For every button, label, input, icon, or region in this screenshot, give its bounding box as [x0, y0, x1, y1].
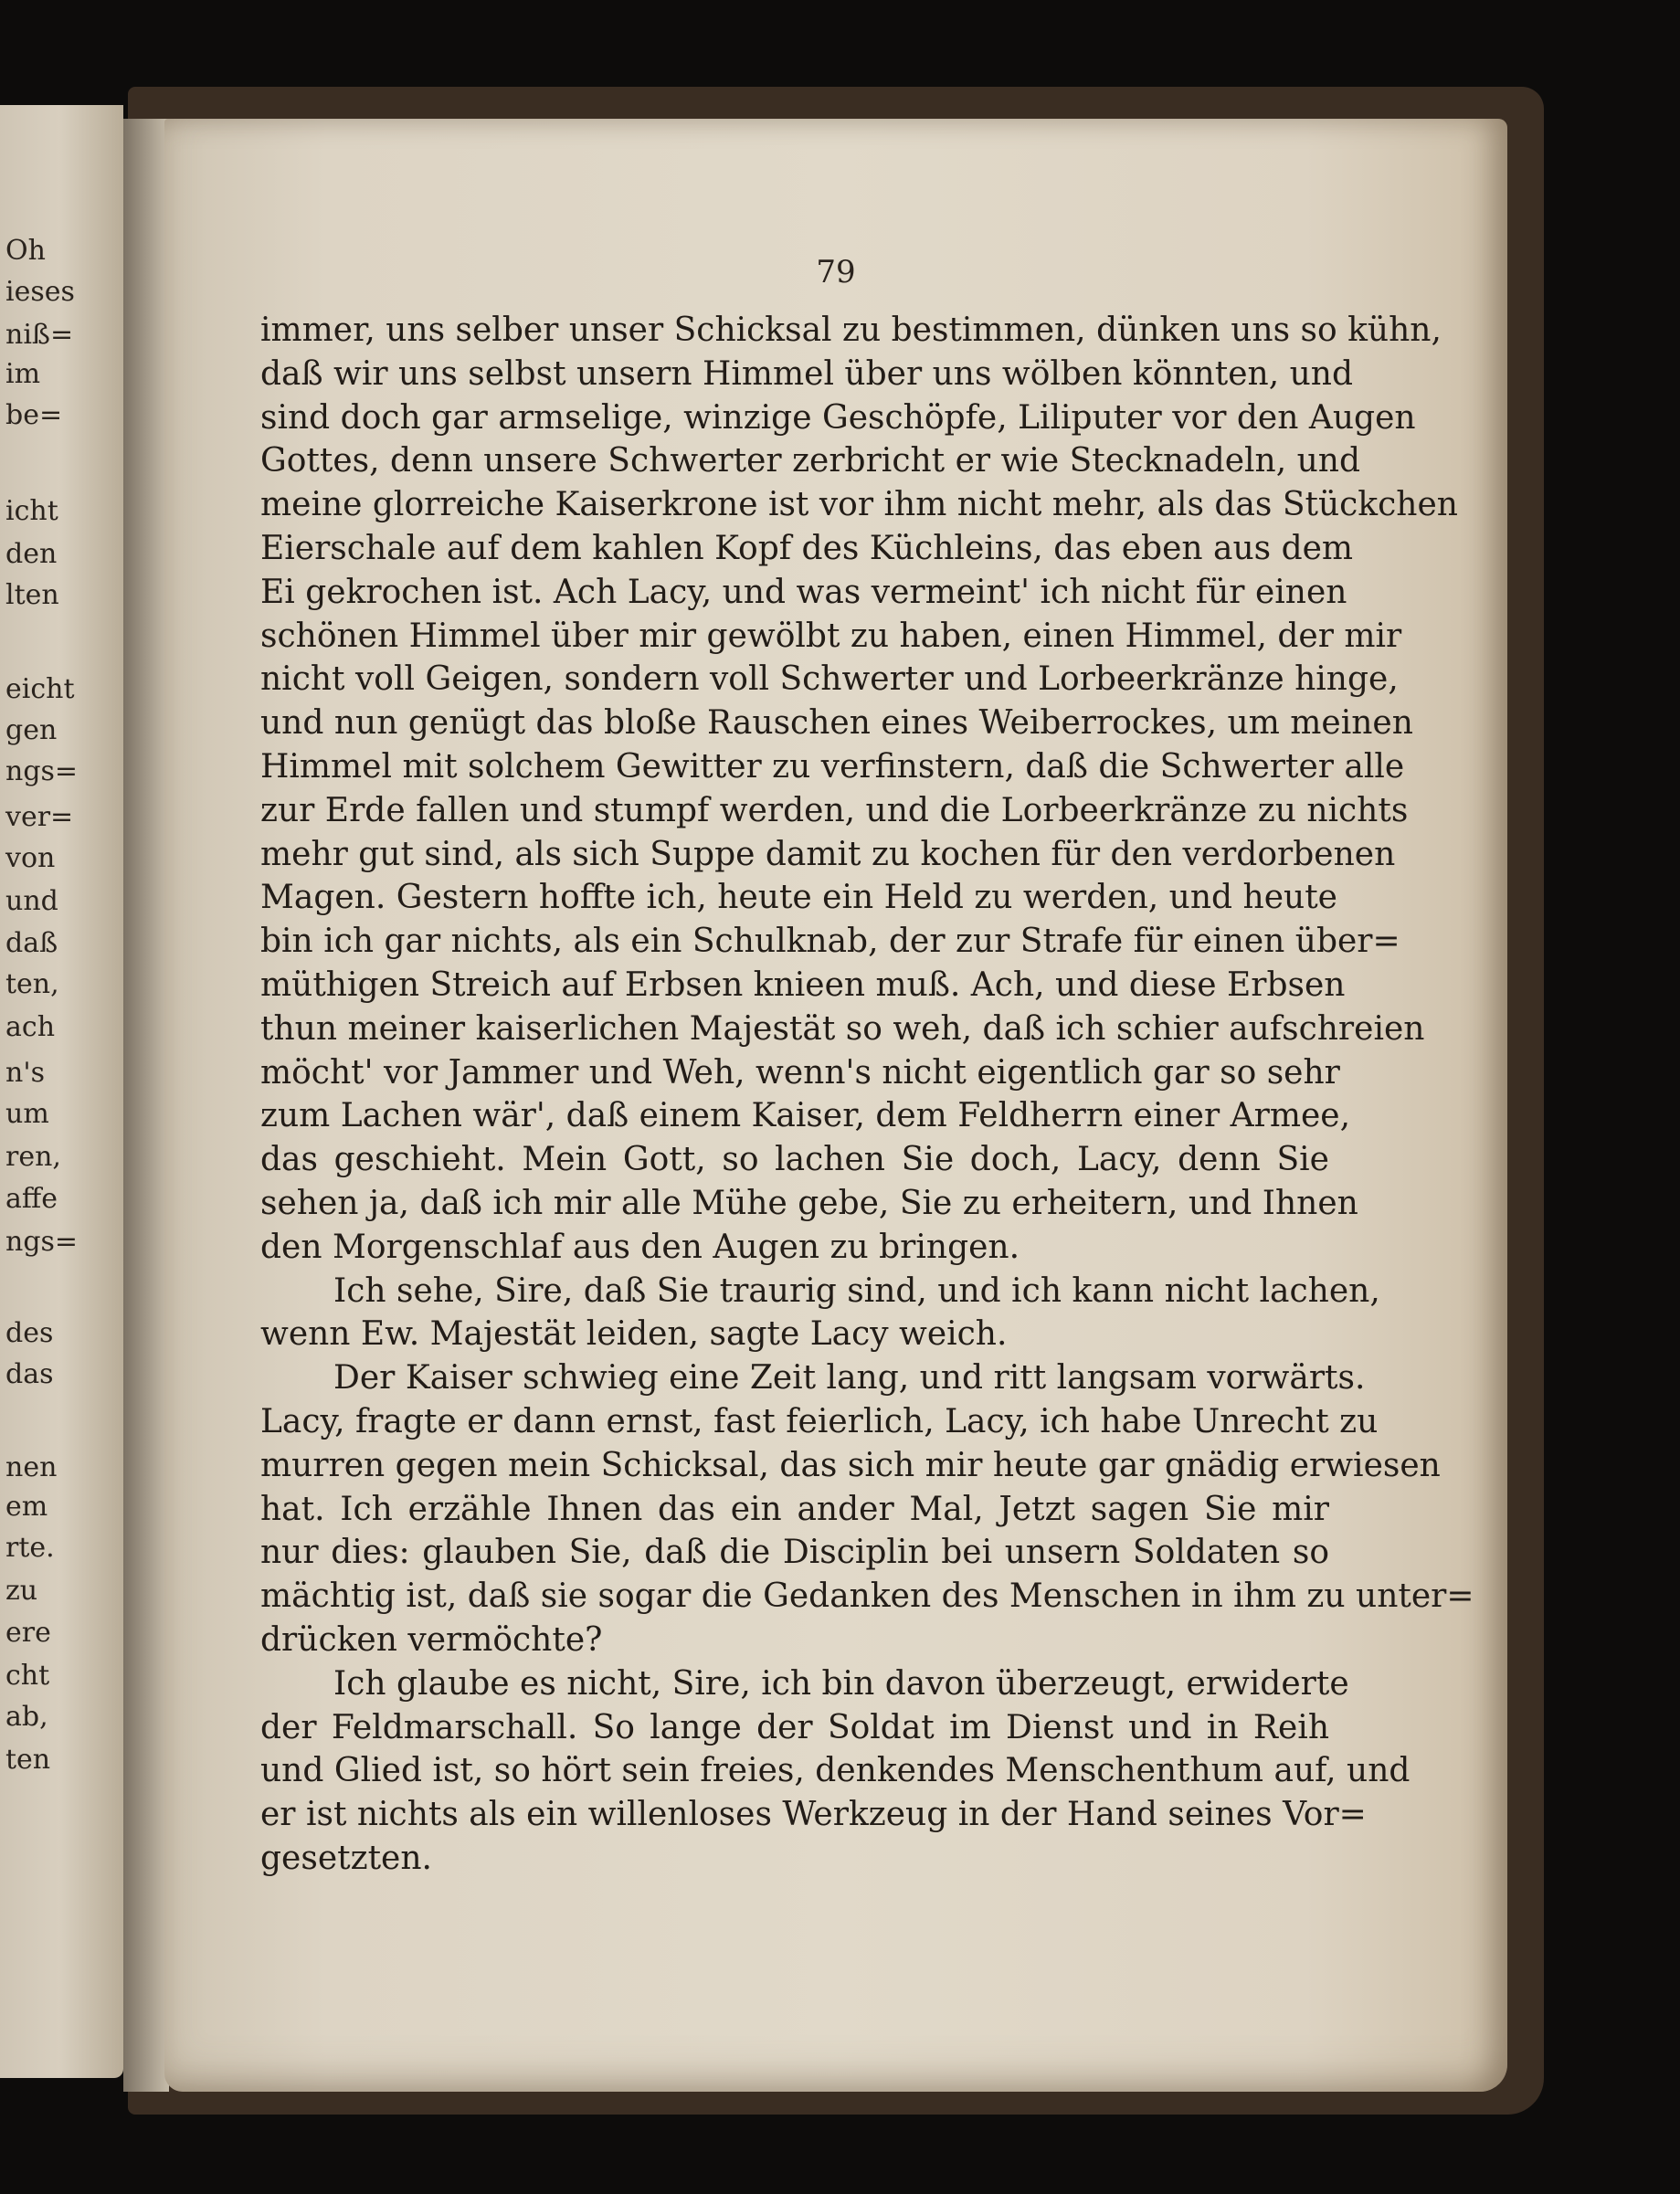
left-page-fragment: ere	[5, 1617, 51, 1649]
text-line: meine glorreiche Kaiserkrone ist vor ihm nicht mehr, als das Stückchen	[260, 486, 1458, 524]
left-page-fragment: icht	[5, 495, 58, 527]
left-page-fragment: des	[5, 1317, 54, 1349]
left-page-fragment: im	[5, 358, 41, 390]
text-line: mächtig ist, daß sie sogar die Gedanken des Menschen in ihm zu unter=	[260, 1577, 1474, 1616]
page-number: 79	[816, 254, 856, 290]
text-line: daß wir uns selbst unsern Himmel über uns wölben könnten, und	[260, 354, 1353, 393]
left-page-fragment: ver=	[5, 801, 74, 833]
text-line: und Glied ist, so hört sein freies, denkendes Menschenthum auf, und	[260, 1752, 1411, 1790]
text-line: Ei gekrochen ist. Ach Lacy, und was vermeint' ich nicht für einen	[260, 573, 1347, 611]
left-page-fragment: ten	[5, 1744, 51, 1776]
left-page-fragment: be=	[5, 399, 63, 431]
text-line: zur Erde fallen und stumpf werden, und die Lorbeerkränze zu nichts	[260, 791, 1409, 829]
left-page-fragment: gen	[5, 714, 58, 746]
text-line: er ist nichts als ein willenloses Werkzeug in der Hand seines Vor=	[260, 1796, 1367, 1834]
left-page-fragment: eicht	[5, 673, 75, 705]
left-page-fragment: das	[5, 1358, 54, 1390]
left-page-fragment: ngs=	[5, 755, 79, 787]
left-page-fragment: ach	[5, 1011, 56, 1043]
left-page-fragment: zu	[5, 1575, 38, 1607]
left-page-fragment: ten,	[5, 968, 59, 1000]
left-page-fragment: niß=	[5, 319, 74, 351]
left-page-fragment: nen	[5, 1451, 58, 1483]
text-line: zum Lachen wär', daß einem Kaiser, dem Feldherrn einer Armee,	[260, 1097, 1351, 1135]
text-line: hat. Ich erzähle Ihnen das ein ander Mal, Jetzt sagen Sie mir	[260, 1490, 1329, 1528]
book-gutter	[123, 119, 169, 2092]
text-line: möcht' vor Jammer und Weh, wenn's nicht eigentlich gar so sehr	[260, 1053, 1340, 1092]
text-line: und nun genügt das bloße Rauschen eines Weiberrockes, um meinen	[260, 704, 1413, 743]
text-line: müthigen Streich auf Erbsen knieen muß. Ach, und diese Erbsen	[260, 965, 1346, 1004]
left-page-fragment: Oh	[5, 235, 46, 267]
left-page-fragment: den	[5, 538, 58, 570]
text-line: nur dies: glauben Sie, daß die Disciplin bei unsern Soldaten so	[260, 1534, 1329, 1572]
left-page-fragment: ieses	[5, 276, 75, 308]
text-line: gesetzten.	[260, 1839, 432, 1877]
left-page-fragment: n's	[5, 1057, 45, 1089]
text-line: bin ich gar nichts, als ein Schulknab, der zur Strafe für einen über=	[260, 923, 1400, 961]
text-line: Eierschale auf dem kahlen Kopf des Küchleins, das eben aus dem	[260, 529, 1354, 567]
left-page-fragment: daß	[5, 927, 58, 959]
left-page-fragment: lten	[5, 579, 59, 611]
text-line: drücken vermöchte?	[260, 1620, 603, 1659]
book-page	[164, 119, 1507, 2092]
text-line: sehen ja, daß ich mir alle Mühe gebe, Sie zu erheitern, und Ihnen	[260, 1184, 1358, 1222]
text-line: Ich sehe, Sire, daß Sie traurig sind, und ich kann nicht lachen,	[333, 1271, 1380, 1310]
text-line: den Morgenschlaf aus den Augen zu bringen.	[260, 1228, 1020, 1266]
previous-page-edge	[0, 105, 123, 2078]
text-line: nicht voll Geigen, sondern voll Schwerter und Lorbeerkränze hinge,	[260, 660, 1399, 699]
left-page-fragment: ngs=	[5, 1226, 79, 1258]
text-line: sind doch gar armselige, winzige Geschöpfe, Liliputer vor den Augen	[260, 398, 1416, 437]
left-page-fragment: em	[5, 1491, 48, 1523]
text-line: Gottes, denn unsere Schwerter zerbricht er wie Stecknadeln, und	[260, 442, 1361, 480]
text-line: mehr gut sind, als sich Suppe damit zu kochen für den verdorbenen	[260, 835, 1396, 873]
left-page-fragment: ren,	[5, 1141, 61, 1173]
text-line: das geschieht. Mein Gott, so lachen Sie doch, Lacy, denn Sie	[260, 1141, 1329, 1179]
text-line: immer, uns selber unser Schicksal zu bestimmen, dünken uns so kühn,	[260, 311, 1442, 349]
left-page-fragment: und	[5, 885, 58, 917]
left-page-fragment: ab,	[5, 1701, 48, 1733]
left-page-fragment: rte.	[5, 1532, 55, 1564]
left-page-fragment: cht	[5, 1660, 50, 1692]
left-page-fragment: affe	[5, 1183, 58, 1215]
left-page-fragment: von	[5, 842, 56, 874]
text-line: Lacy, fragte er dann ernst, fast feierlich, Lacy, ich habe Unrecht zu	[260, 1402, 1379, 1440]
text-line: Der Kaiser schwieg eine Zeit lang, und ritt langsam vorwärts.	[333, 1359, 1366, 1398]
left-page-fragment: um	[5, 1098, 49, 1130]
text-line: murren gegen mein Schicksal, das sich mir heute gar gnädig erwiesen	[260, 1446, 1441, 1484]
text-line: der Feldmarschall. So lange der Soldat im Dienst und in Reih	[260, 1708, 1329, 1746]
text-line: Ich glaube es nicht, Sire, ich bin davon überzeugt, erwiderte	[333, 1664, 1349, 1703]
text-line: thun meiner kaiserlichen Majestät so weh, daß ich schier aufschreien	[260, 1009, 1425, 1048]
text-line: wenn Ew. Majestät leiden, sagte Lacy weich.	[260, 1315, 1008, 1354]
text-line: schönen Himmel über mir gewölbt zu haben, einen Himmel, der mir	[260, 617, 1402, 655]
page-text	[260, 309, 1474, 1881]
text-line: Himmel mit solchem Gewitter zu verfinstern, daß die Schwerter alle	[260, 747, 1405, 786]
text-line: Magen. Gestern hoffte ich, heute ein Held zu werden, und heute	[260, 879, 1337, 917]
